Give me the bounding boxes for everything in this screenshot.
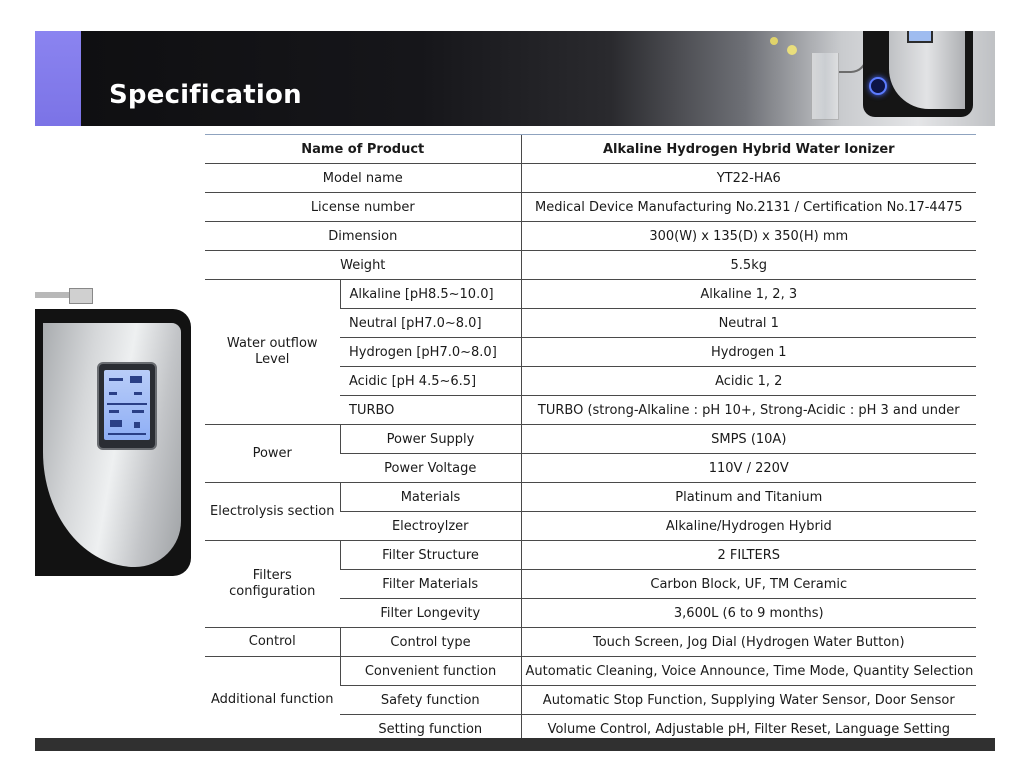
sub-label: TURBO [340, 396, 521, 425]
row-value: 3,600L (6 to 9 months) [521, 599, 976, 628]
sub-label: Acidic [pH 4.5~6.5] [340, 367, 521, 396]
row-value: Acidic 1, 2 [521, 367, 976, 396]
table-header-row [205, 135, 976, 164]
group-label: Control [205, 628, 340, 657]
sub-label: Setting function [340, 715, 521, 744]
row-value: Touch Screen, Jog Dial (Hydrogen Water Button) [521, 628, 976, 657]
sub-label: Materials [340, 483, 521, 512]
row-value: Automatic Cleaning, Voice Announce, Time Mode, Quantity Selection [521, 657, 976, 686]
row-value: 110V / 220V [521, 454, 976, 483]
table-row [205, 628, 976, 657]
row-value: TURBO (strong-Alkaline : pH 10+, Strong-Acidic : pH 3 and under [521, 396, 976, 425]
table-row [205, 193, 976, 222]
group-label: Filters configuration [205, 541, 340, 628]
row-value: 2 FILTERS [521, 541, 976, 570]
row-value: Platinum and Titanium [521, 483, 976, 512]
specification-table [205, 134, 976, 744]
header-value: Alkaline Hydrogen Hybrid Water Ionizer [521, 135, 976, 164]
banner-lemon-slice [787, 45, 797, 55]
footer-bar [35, 738, 995, 751]
sub-label: Hydrogen [pH7.0~8.0] [340, 338, 521, 367]
row-value: 5.5kg [521, 251, 976, 280]
row-label: Model name [205, 164, 521, 193]
row-value: Volume Control, Adjustable pH, Filter Reset, Language Setting [521, 715, 976, 744]
row-value: Automatic Stop Function, Supplying Water Sensor, Door Sensor [521, 686, 976, 715]
table-row [205, 222, 976, 251]
sub-label: Power Voltage [340, 454, 521, 483]
sub-label: Power Supply [340, 425, 521, 454]
header-banner [35, 31, 995, 126]
hydrogen-button-icon [869, 77, 887, 95]
sub-label: Control type [340, 628, 521, 657]
row-label: License number [205, 193, 521, 222]
sub-label: Alkaline [pH8.5~10.0] [340, 280, 521, 309]
sub-label: Neutral [pH7.0~8.0] [340, 309, 521, 338]
row-value: Medical Device Manufacturing No.2131 / Certification No.17-4475 [521, 193, 976, 222]
group-label: Additional function [205, 657, 340, 744]
table-row [205, 251, 976, 280]
sub-label: Convenient function [340, 657, 521, 686]
sub-label: Electroylzer [340, 512, 521, 541]
sub-label: Filter Structure [340, 541, 521, 570]
ionizer-steel-panel [43, 323, 181, 567]
table-row [205, 280, 976, 309]
sub-label: Safety function [340, 686, 521, 715]
ionizer-body [35, 309, 191, 576]
sub-label: Filter Longevity [340, 599, 521, 628]
row-value: Carbon Block, UF, TM Ceramic [521, 570, 976, 599]
table-row [205, 425, 976, 454]
table-row [205, 657, 976, 686]
group-label: Power [205, 425, 340, 483]
ionizer-lcd-frame [97, 362, 157, 450]
row-value: 300(W) x 135(D) x 350(H) mm [521, 222, 976, 251]
banner-lemon-slice [770, 37, 778, 45]
page-title: Specification [109, 80, 302, 110]
table-row [205, 164, 976, 193]
group-label: Water outflow Level [205, 280, 340, 425]
sub-label: Filter Materials [340, 570, 521, 599]
row-value: SMPS (10A) [521, 425, 976, 454]
banner-ionizer-image [863, 31, 973, 117]
ionizer-display [907, 31, 933, 43]
row-value: Alkaline/Hydrogen Hybrid [521, 512, 976, 541]
row-value: YT22-HA6 [521, 164, 976, 193]
header-label: Name of Product [205, 135, 521, 164]
water-glass-image [811, 53, 839, 120]
row-value: Neutral 1 [521, 309, 976, 338]
ionizer-lcd-screen [104, 370, 150, 440]
table-row [205, 541, 976, 570]
row-value: Alkaline 1, 2, 3 [521, 280, 976, 309]
group-label: Electrolysis section [205, 483, 340, 541]
faucet-connector-image [69, 288, 93, 304]
banner-accent-bar [35, 31, 81, 126]
row-label: Dimension [205, 222, 521, 251]
row-value: Hydrogen 1 [521, 338, 976, 367]
row-label: Weight [205, 251, 521, 280]
table-row [205, 483, 976, 512]
product-image [35, 300, 191, 576]
